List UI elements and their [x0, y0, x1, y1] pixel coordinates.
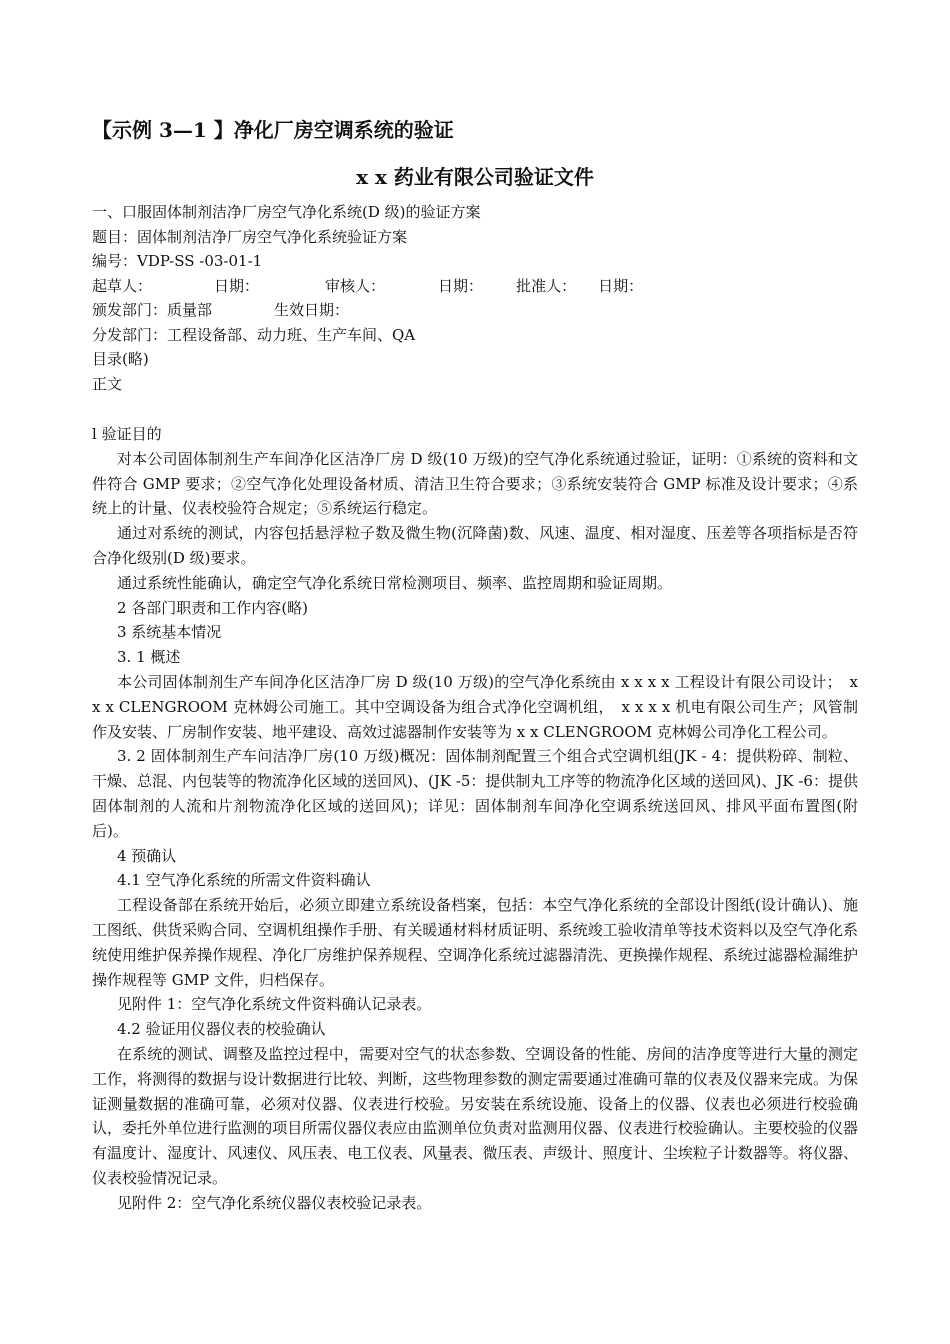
approver-label: 批准人：	[516, 276, 577, 295]
issue-line	[92, 298, 862, 323]
paragraph: 对本公司固体制剂生产车间净化区洁净厂房 D 级(10 万级)的空气净化系统通过验证，证明：①系统的资料和文件符合 GMP 要求；②空气净化处理设备材质、清洁卫生符合要求；③系统安装符合 GMP 标准及设计要求；④系统上的计量、仪表校验符合规定；⑤系统运行稳定。	[92, 449, 858, 518]
effective-date-label: 生效日期：	[274, 301, 350, 319]
issue-department: 颁发部门：质量部	[92, 301, 213, 319]
reviewer-label: 审核人：	[325, 276, 386, 295]
toc-line: 目录(略)	[92, 350, 149, 368]
section-4-2-heading: 4.2 验证用仪器仪表的校验确认	[117, 1020, 326, 1039]
main-text-label: 正文	[92, 374, 123, 393]
paragraph: 通过对系统的测试，内容包括悬浮粒子数及微生物(沉降菌)数、风速、温度、相对湿度、压差等各项指标是否符合净化级别(D 级)要求。	[92, 524, 858, 567]
scheme-title-line: 一、口服固体制剂洁净厂房空气净化系统(D 级)的验证方案	[92, 203, 481, 221]
section-1-heading: l 验证目的	[92, 425, 162, 443]
document-number: 编号：VDP-SS -03-01-1	[92, 252, 263, 270]
section-4-1-heading: 4.1 空气净化系统的所需文件资料确认	[117, 871, 371, 890]
drafter-date-label: 日期：	[214, 276, 260, 295]
section-4-heading: 4 预确认	[117, 846, 177, 865]
paragraph: 在系统的测试、调整及监控过程中，需要对空气的状态参数、空调设备的性能、房间的洁净度等进行大量的测定工作，将测得的数据与设计数据进行比较、判断，这些物理参数的测定需要通过准确可靠的仪表及仪器来完成。为保证测量数据的准确可靠，必须对仪器、仪表进行校验。另安装在系统设施、设备上的仪器、仪表也必须进行校验确认，委托外单位进行监测的项目所需仪器仪表应由监测单位负责对监测用仪器、仪表进行校验确认。主要校验的仪器有温度计、湿度计、风速仪、风压表、电工仪表、风量表、微压表、声级计、照度计、尘埃粒子计数器等。将仪器、仪表校验情况记录。	[92, 1044, 858, 1187]
subject-line: 题目：固体制剂洁净厂房空气净化系统验证方案	[92, 227, 408, 246]
document-title: 【示例 3—1 】净化厂房空调系统的验证	[92, 118, 454, 142]
document-meta	[92, 200, 862, 396]
paragraph: 3. 2 固体制剂生产车问洁净厂房(10 万级)概况：固体制剂配置三个组合式空调机组(JK - 4：提供粉碎、制粒、干燥、总混、内包装等的物流净化区域的送回风)、(JK -5：提供制丸工序等的物流净化区域的送回风)、JK -6：提供固体制剂的人流和片剂物流净化区域的送回风)；详见：固体制剂车间净化空调系统送回风、排风平面布置图(附后)。	[92, 747, 858, 840]
reviewer-date-label: 日期：	[438, 276, 484, 295]
attachment-note: 见附件 1：空气净化系统文件资料确认记录表。	[117, 995, 432, 1014]
paragraph: 本公司固体制剂生产车间净化区洁净厂房 D 级(10 万级)的空气净化系统由 x x x x 工程设计有限公司设计； x x x CLENGROOM 克林姆公司施工。其中空调设备为组合式净化空调机组， x x x x 机电有限公司生产；风管制作及安装、厂房制作安装、地平建设、高效过滤器制作安装等为 x x CLENGROOM 克林姆公司净化工程公司。	[92, 672, 858, 741]
approver-date-label: 日期：	[598, 276, 644, 295]
distribution-line: 分发部门：工程设备部、动力班、生产车间、QA	[92, 325, 416, 344]
section-3-1-heading: 3. 1 概述	[117, 648, 181, 667]
drafter-label: 起草人：	[92, 276, 153, 295]
section-3-heading: 3 系统基本情况	[117, 623, 222, 642]
section-2-heading: 2 各部门职责和工作内容(略)	[117, 598, 309, 617]
document-body	[92, 422, 858, 1216]
attachment-note: 见附件 2：空气净化系统仪器仪表校验记录表。	[117, 1193, 432, 1212]
company-document-heading: x x 药业有限公司验证文件	[356, 165, 594, 189]
paragraph: 通过系统性能确认，确定空气净化系统日常检测项目、频率、监控周期和验证周期。	[117, 573, 673, 592]
signature-line	[92, 274, 862, 299]
paragraph: 工程设备部在系统开始后，必须立即建立系统设备档案，包括：本空气净化系统的全部设计图纸(设计确认)、施工图纸、供货采购合同、空调机组操作手册、有关暖通材料材质证明、系统竣工验收清单等技术资料以及空气净化系统使用维护保养操作规程、净化厂房维护保养规程、空调净化系统过滤器清洗、更换操作规程、系统过滤器检漏维护操作规程等 GMP 文件，归档保存。	[92, 896, 858, 989]
